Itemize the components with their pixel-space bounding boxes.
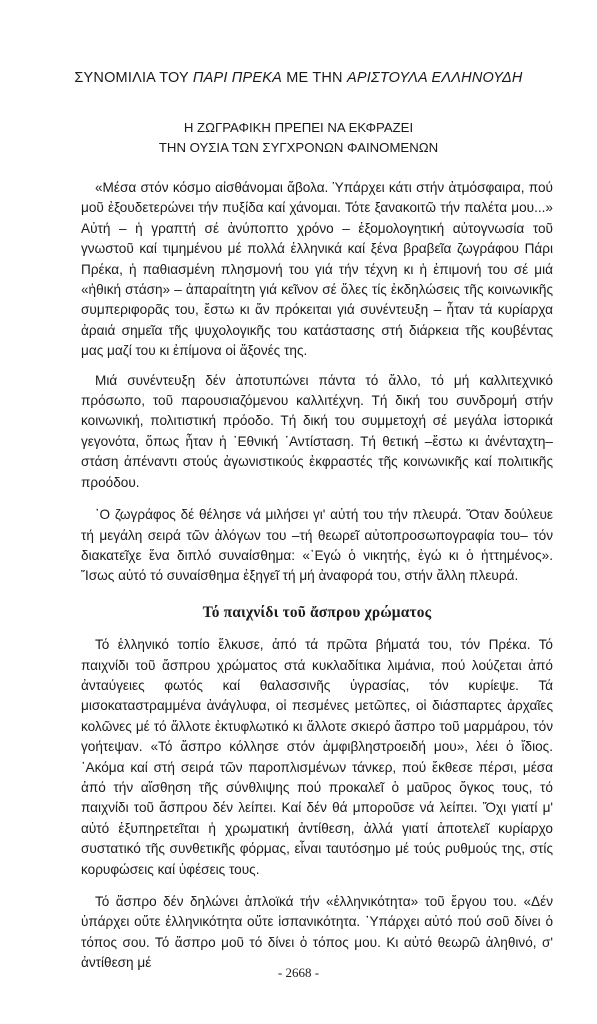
title-interviewer-name: ΑΡΙΣΤΟΥΛΑ ΕΛΛΗΝΟΥΔΗ [346, 70, 523, 86]
subtitle-line-1: Η ΖΩΓΡΑΦΙΚΗ ΠΡΕΠΕΙ ΝΑ ΕΚΦΡΑΖΕΙ [183, 120, 414, 135]
page-number: - 2668 - [277, 965, 320, 980]
article-body [81, 178, 553, 974]
article-subtitle [0, 118, 597, 158]
paragraph-2: Μιά συνέντευξη δέν ἀποτυπώνει πάντα τό ἄλλο, τό μή καλλιτεχνικό πρόσωπο, τοῦ παρουσιαζόμενου καλλιτέχνη. Τή δική του συνδρομή στήν κοινωνική, πολιτιστική πρόοδο. Τή δική του συμμετοχή σέ μεγάλα ἱστορικά γεγονότα, ὅπως ἦταν ἡ ᾿Εθνική ᾿Αντίσταση. Τή θετική –ἔστω κι ἀνένταχτη– στάση ἀπέναντι στούς ἀγωνιστικούς ἐκφραστές τῆς κοινωνικῆς καί πολιτικῆς προόδου. [81, 372, 553, 490]
paragraph-3: ῾Ο ζωγράφος δέ θέλησε νά μιλήσει γι' αὐτή του τήν πλευρά. Ὅταν δούλευε τή μεγάλη σειρά τῶν ἀλόγων του –τή θεωρεῖ αὐτοπροσωπογραφία του– τόν διακατεῖχε ἕνα διπλό συναίσθημα: «᾿Εγώ ὁ νικητής, ἐγώ κι ὁ ἡττημένος». Ἴσως αὐτό τό συναίσθημα ἐξηγεῖ τή μή ἀναφορά του, στήν ἄλλη πλευρά. [81, 507, 553, 584]
section-heading: Τό παιχνίδι τοῦ ἄσπρου χρώματος [202, 603, 432, 621]
title-interviewee-name: ΠΑΡΙ ΠΡΕΚΑ [192, 70, 282, 86]
subtitle-line-2: ΤΗΝ ΟΥΣΙΑ ΤΩΝ ΣΥΓΧΡΟΝΩΝ ΦΑΙΝΟΜΕΝΩΝ [158, 140, 439, 155]
paragraph-5: Τό ἄσπρο δέν δηλώνει ἁπλοϊκά τήν «ἑλληνικότητα» τοῦ ἔργου του. «Δέν ὑπάρχει οὔτε ἑλληνικότητα οὔτε ἱσπανικότητα. ᾿Υπάρχει αὐτό πού σοῦ δίνει ὁ τόπος σου. Τό ἄσπρο μοῦ τό δίνει ὁ τόπος μου. Κι αὐτό θεωρῶ ἀληθινό, σ' ἀντίθεση μέ [81, 894, 553, 971]
title-text-part2: ΜΕ ΤΗΝ [281, 70, 347, 86]
title-text-part1: ΣΥΝΟΜΙΛΙΑ ΤΟΥ [74, 70, 193, 86]
paragraph-1: «Μέσα στόν κόσμο αἰσθάνομαι ἄβολα. Ὑπάρχει κάτι στήν ἀτμόσφαιρα, πού μοῦ ἐξουδετερώνει τήν πυξίδα καί χάνομαι. Τότε ξανακοιτῶ τήν παλέτα μου...» Αὐτή – ἡ γραπτή σέ ἀνύποπτο χρόνο – ἐξομολογητική αὐτογνωσία τοῦ γνωστοῦ καί τιμημένου μέ πολλά ἑλληνικά καί ξένα βραβεῖα ζωγράφου Πάρι Πρέκα, ἡ παθιασμένη πλησμονή του γιά τήν τέχνη κι ἡ ἐπιμονή του σέ μιά «ἠθική στάση» – ἀπαραίτητη γιά κεῖνον σέ ὅλες τίς ἐκδηλώσεις τῆς κοινωνικῆς συμπεριφορᾶς του, ἔστω κι ἄν πρόκειται γιά συνέντευξη – ἦταν τά κυρίαρχα ἀραιά σημεῖα τῆς ψυχολογικῆς του κατάστασης στή διάρκεια τῆς κουβέντας μας μαζί του κι ἐπίμονα οἱ ἄξονές της. [81, 180, 553, 359]
article-title [0, 70, 597, 86]
paragraph-4: Τό ἑλληνικό τοπίο ἕλκυσε, ἀπό τά πρῶτα βήματά του, τόν Πρέκα. Τό παιχνίδι τοῦ ἄσπρου χρώματος στά κυκλαδίτικα λιμάνια, πού λούζεται ἀπό ἀνταύγειες φωτός καί θαλασσινῆς ὑγρασίας, τόν κυρίεψε. Τά μισοκαταστραμμένα ἀνάγλυφα, οἱ πεσμένες μετῶπες, οἱ διάσπαρτες ἀρχαῖες κολῶνες μέ τό ἄλλοτε ἐκτυφλωτικό κι ἄλλοτε σκιερό ἄσπρο τοῦ μαρμάρου, τόν γοήτεψαν. «Τό ἄσπρο κόλλησε στόν ἀμφιβληστροειδή μου», λέει ὁ ἴδιος. ᾿Ακόμα καί στή σειρά τῶν παροπλισμένων τάνκερ, πού ἔκθεσε πέρσι, μέσα ἀπό τήν αἴσθηση τῆς σύνθλιψης πού προκαλεῖ ὁ μαῦρος ὄγκος τους, τό παιχνίδι τοῦ ἄσπρου δέν λείπει. Καί δέν θά μποροῦσε νά λείπει. Ὄχι γιατί μ' αὐτό ἐξυπηρετεῖται ἡ χρωματική ἀντίθεση, ἀλλά γιατί ἀποτελεῖ κυρίαρχο συστατικό τῆς συνθετικῆς φόρμας, εἶναι ταυτόσημο μέ τούς ρυθμούς της, στίς κορυφώσεις καί ὑφέσεις τους. [81, 637, 553, 877]
